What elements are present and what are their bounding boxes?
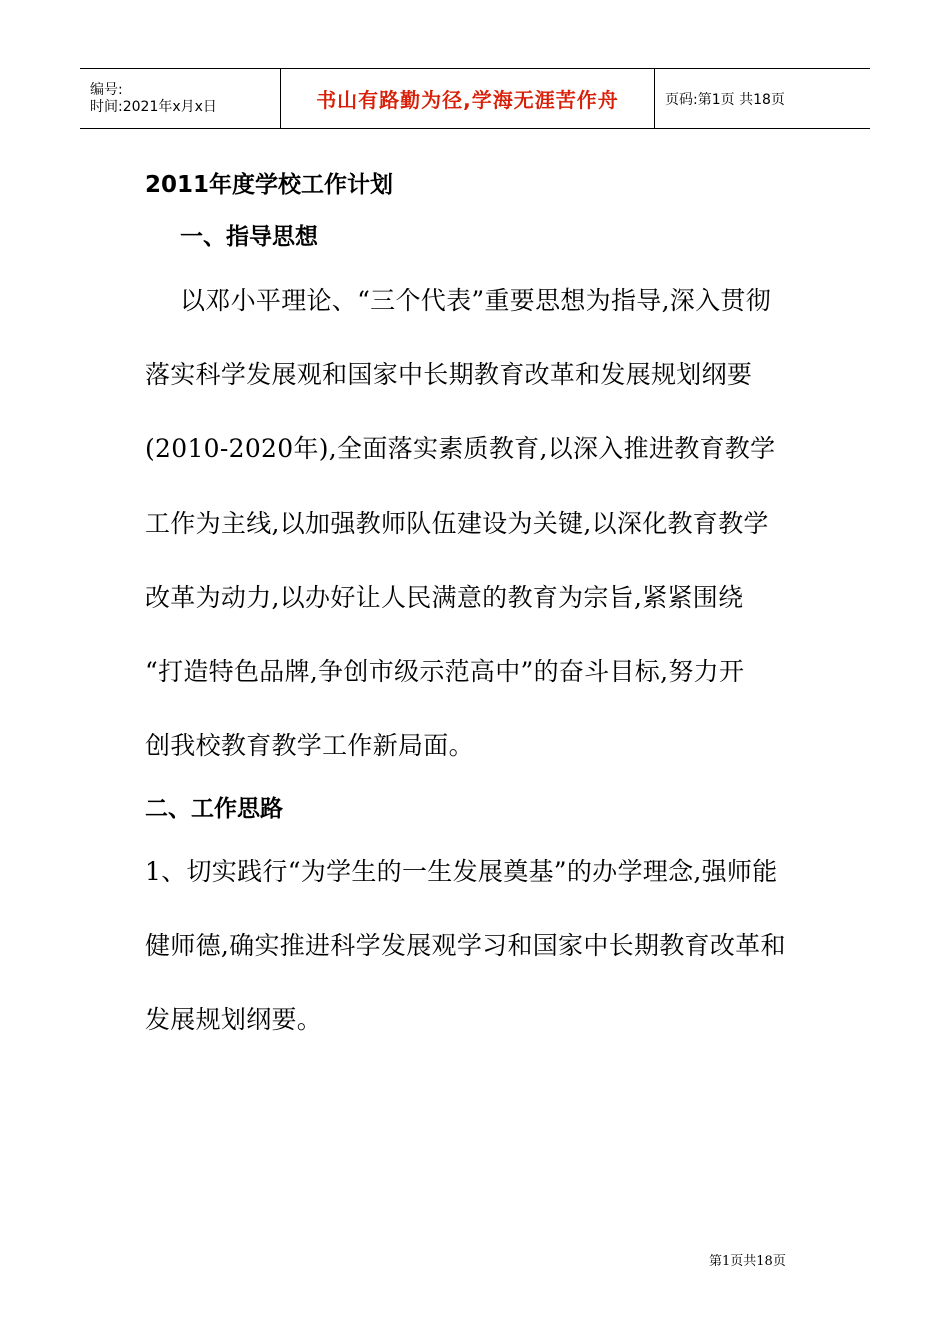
document-time-label: 时间:2021年x月x日 xyxy=(90,98,217,115)
page-info-text: 页码:第1页 共18页 xyxy=(665,91,785,108)
header-meta xyxy=(80,69,281,128)
paragraph-line: 工作为主线,以加强教师队伍建设为关键,以深化教育教学 xyxy=(145,509,769,538)
document-number-label: 编号: xyxy=(90,81,123,98)
page-header xyxy=(80,68,870,129)
section-heading-guiding-ideology: 一、指导思想 xyxy=(180,224,318,250)
footer-page-number: 第1页共18页 xyxy=(709,1254,786,1269)
header-page-info xyxy=(655,69,870,128)
paragraph-line: 创我校教育教学工作新局面。 xyxy=(145,731,474,760)
paragraph-line: 以邓小平理论、“三个代表”重要思想为指导,深入贯彻 xyxy=(180,286,772,315)
paragraph-line: 1、切实践行“为学生的一生发展奠基”的办学理念,强师能 xyxy=(145,857,778,886)
paragraph-line: 发展规划纲要。 xyxy=(145,1005,323,1034)
section-heading-work-approach: 二、工作思路 xyxy=(145,796,283,822)
paragraph-line: 改革为动力,以办好让人民满意的教育为宗旨,紧紧围绕 xyxy=(145,583,744,612)
header-motto xyxy=(281,69,655,128)
paragraph-line: 落实科学发展观和国家中长期教育改革和发展规划纲要 xyxy=(145,360,753,389)
paragraph-line: 健师德,确实推进科学发展观学习和国家中长期教育改革和 xyxy=(145,931,786,960)
paragraph-line: (2010-2020年),全面落实素质教育,以深入推进教育教学 xyxy=(145,434,776,463)
document-title: 2011年度学校工作计划 xyxy=(145,172,394,198)
paragraph-line: “打造特色品牌,争创市级示范高中”的奋斗目标,努力开 xyxy=(145,657,745,686)
motto-text: 书山有路勤为径,学海无涯苦作舟 xyxy=(316,88,619,112)
